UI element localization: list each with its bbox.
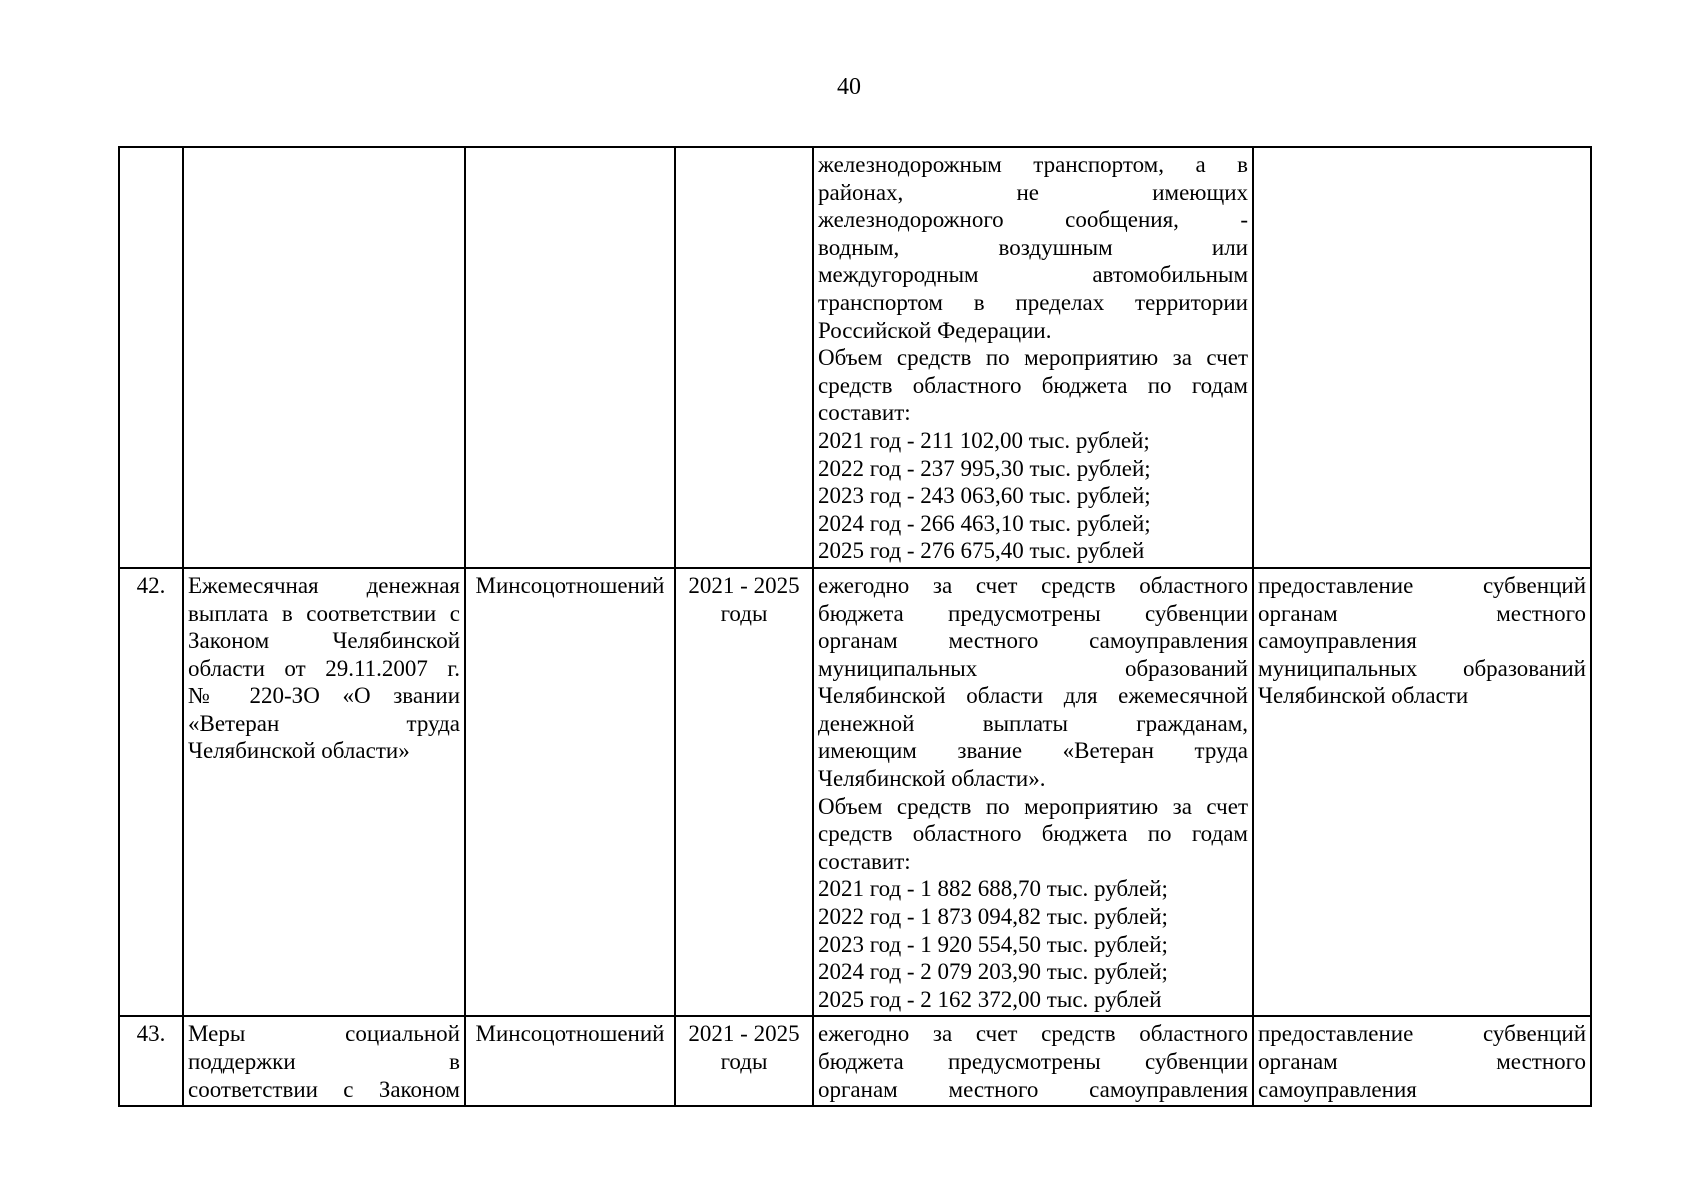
result-line: предоставление субвенций xyxy=(1258,572,1586,598)
measure-name-line: «Ветеран труда xyxy=(188,710,460,736)
description-line: Российской Федерации. xyxy=(818,317,1052,343)
description-line: транспортом в пределах территории xyxy=(818,289,1248,315)
result-line: самоуправления xyxy=(1258,1076,1417,1102)
funding-year-line: 2021 год - 1 882 688,70 тыс. рублей; xyxy=(818,876,1168,902)
measure-name-line: № 220-ЗО «О звании xyxy=(188,683,460,709)
measure-name-line: поддержки в xyxy=(188,1049,460,1074)
description-line: ежегодно за счет средств областного xyxy=(818,572,1248,598)
row-number-cell: 42. xyxy=(119,568,183,1017)
measure-name-line: Законом Челябинской xyxy=(188,628,460,654)
result-cell xyxy=(1253,1016,1591,1106)
description-cell xyxy=(813,1016,1253,1106)
funding-year-line: 2025 год - 276 675,40 тыс. рублей xyxy=(818,538,1145,564)
measure-name-cell xyxy=(183,568,465,1017)
executor-cell: Минсоцотношений xyxy=(465,568,675,1017)
funding-line: средств областного бюджета по годам xyxy=(818,372,1248,398)
page-number: 40 xyxy=(837,74,861,100)
description-line: денежной выплаты гражданам, xyxy=(818,710,1248,736)
funding-line: Объем средств по мероприятию за счет xyxy=(818,793,1248,819)
executor-cell: Минсоцотношений xyxy=(465,1016,675,1106)
measure-name-line: Меры социальной xyxy=(188,1021,460,1047)
row-number-cell: 43. xyxy=(119,1016,183,1106)
description-line: железнодорожного сообщения, - xyxy=(818,207,1248,233)
result-line: предоставление субвенций xyxy=(1258,1021,1586,1047)
description-cell xyxy=(813,147,1253,568)
description-line: железнодорожным транспортом, а в xyxy=(818,152,1248,177)
term-cell xyxy=(675,568,813,1017)
measure-name-line: соответствии с Законом xyxy=(188,1076,460,1102)
table-row xyxy=(119,1016,1591,1106)
description-line: бюджета предусмотрены субвенции xyxy=(818,1049,1248,1074)
result-line: муниципальных образований xyxy=(1258,655,1586,681)
description-line: бюджета предусмотрены субвенции xyxy=(818,600,1248,626)
funding-year-line: 2024 год - 2 079 203,90 тыс. рублей; xyxy=(818,959,1168,985)
description-line: органам местного самоуправления xyxy=(818,628,1248,654)
measure-name-line: Челябинской области» xyxy=(188,738,410,764)
term-cell xyxy=(675,147,813,568)
description-cell xyxy=(813,568,1253,1017)
funding-year-line: 2023 год - 243 063,60 тыс. рублей; xyxy=(818,483,1151,509)
measure-name-line: области от 29.11.2007 г. xyxy=(188,655,460,681)
description-line: ежегодно за счет средств областного xyxy=(818,1021,1248,1047)
funding-year-line: 2021 год - 211 102,00 тыс. рублей; xyxy=(818,427,1150,453)
measure-name-cell xyxy=(183,147,465,568)
funding-year-line: 2022 год - 237 995,30 тыс. рублей; xyxy=(818,455,1151,481)
funding-year-line: 2024 год - 266 463,10 тыс. рублей; xyxy=(818,510,1151,536)
row-number-cell xyxy=(119,147,183,568)
term-line: 2021 - 2025 xyxy=(688,572,800,598)
measure-name-line: Ежемесячная денежная xyxy=(188,572,460,598)
measure-name-line: выплата в соответствии с xyxy=(188,600,460,626)
description-line: Челябинской области». xyxy=(818,766,1046,792)
description-line: имеющим звание «Ветеран труда xyxy=(818,738,1248,764)
result-cell xyxy=(1253,568,1591,1017)
description-line: Челябинской области для ежемесячной xyxy=(818,683,1248,709)
result-line: Челябинской области xyxy=(1258,683,1469,709)
funding-year-line: 2023 год - 1 920 554,50 тыс. рублей; xyxy=(818,931,1168,957)
funding-line: Объем средств по мероприятию за счет xyxy=(818,345,1248,371)
funding-year-line: 2025 год - 2 162 372,00 тыс. рублей xyxy=(818,986,1162,1012)
result-line: органам местного xyxy=(1258,600,1586,626)
term-cell xyxy=(675,1016,813,1106)
result-line: органам местного xyxy=(1258,1049,1586,1074)
term-line: годы xyxy=(720,1049,768,1074)
table-row xyxy=(119,568,1591,1017)
description-line: водным, воздушным или xyxy=(818,234,1248,260)
measures-table xyxy=(118,146,1592,1107)
executor-cell xyxy=(465,147,675,568)
result-line: самоуправления xyxy=(1258,628,1417,654)
result-cell xyxy=(1253,147,1591,568)
description-line: районах, не имеющих xyxy=(818,179,1248,205)
description-line: органам местного самоуправления xyxy=(818,1076,1248,1102)
description-line: муниципальных образований xyxy=(818,655,1248,681)
table-row xyxy=(119,147,1591,568)
term-line: годы xyxy=(720,600,768,626)
funding-line: составит: xyxy=(818,400,911,426)
description-line: междугородным автомобильным xyxy=(818,262,1248,288)
funding-line: составит: xyxy=(818,848,911,874)
funding-line: средств областного бюджета по годам xyxy=(818,821,1248,847)
measure-name-cell xyxy=(183,1016,465,1106)
term-line: 2021 - 2025 xyxy=(688,1021,800,1047)
funding-year-line: 2022 год - 1 873 094,82 тыс. рублей; xyxy=(818,904,1168,930)
